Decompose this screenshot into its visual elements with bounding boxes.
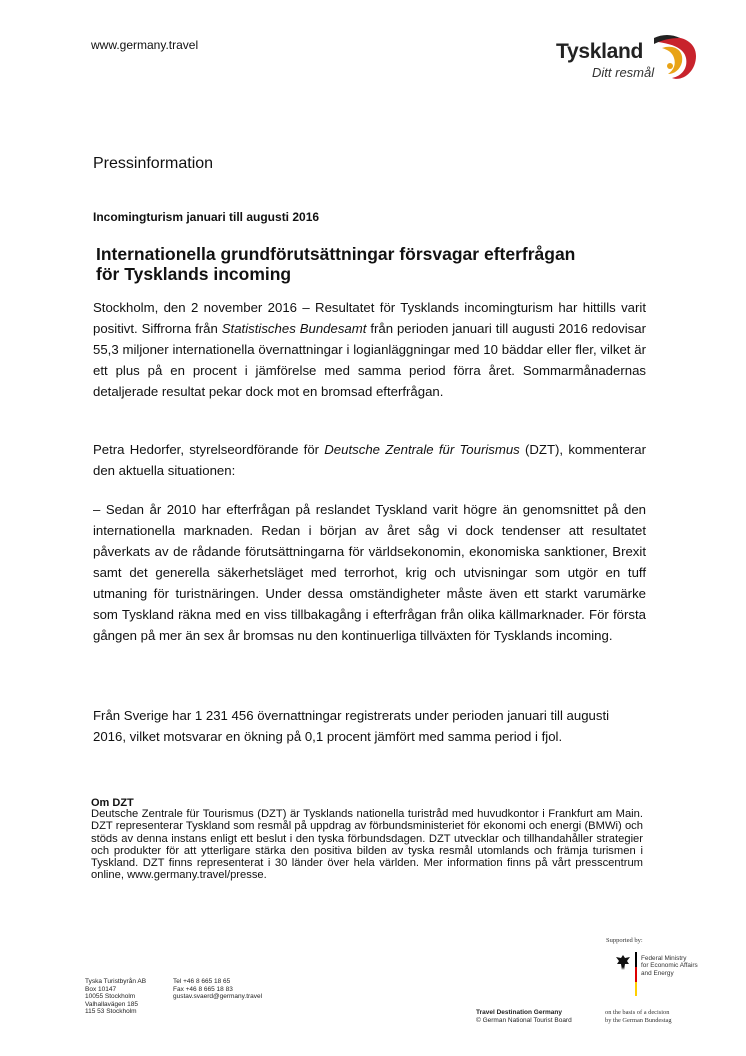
address-line: 115 53 Stockholm bbox=[85, 1008, 137, 1016]
ministry-line-3: and Energy bbox=[641, 969, 674, 977]
bundestag-line-1: on the basis of a decision bbox=[605, 1009, 670, 1016]
paragraph-2 bbox=[93, 439, 646, 481]
tyskland-logo bbox=[552, 30, 702, 90]
paragraph-1-emphasis: Statistisches Bundesamt bbox=[221, 321, 367, 336]
tdg-block bbox=[476, 1009, 572, 1024]
paragraph-3: – Sedan år 2010 har efterfrågan på reslandet Tyskland varit högre än genomsnittet på den internationella marknaden. Redan i början av året såg vi dock tendenser att resultatet påverkats av de rådande förutsättningarna för världsekonomin, ekonomiska sanktioner, Brexit samt det generella säkerhetsläget med terrorhot, krig och utvisningar som utgör en tuff utmaning för turistnäringen. Under dessa omständigheter måste även ett starkt varumärke som Tyskland räkna med en viss tillbakagång i efterfrågan från olika källmarknader. För första gången på mer än sex år bromsas nu den kontinuerliga tillväxten för Tysklands incoming. bbox=[93, 502, 646, 643]
logo-subtitle: Ditt resmål bbox=[592, 65, 655, 80]
paragraph-2-text-a: Petra Hedorfer, styrelseordförande för bbox=[93, 442, 325, 457]
website-url[interactable]: www.germany.travel bbox=[91, 38, 199, 52]
address-line: 10055 Stockholm bbox=[85, 993, 136, 1001]
address-line: Valhallavägen 185 bbox=[85, 1000, 139, 1008]
flag-stripe bbox=[635, 952, 637, 996]
headline-line-1: Internationella grundförutsättningar försvagar efterfrågan bbox=[96, 244, 576, 264]
paragraph-4 bbox=[93, 705, 646, 747]
paragraph-2-emphasis: Deutsche Zentrale für Tourismus bbox=[324, 442, 520, 457]
kicker: Incomingturism januari till augusti 2016 bbox=[93, 210, 320, 224]
paragraph-4-line-1: Från Sverige har 1 231 456 övernattningar registrerats under perioden januari till augusti bbox=[93, 708, 610, 723]
logo-swirl-icon bbox=[652, 32, 702, 88]
ministry-name bbox=[641, 955, 698, 977]
about-body: Deutsche Zentrale für Tourismus (DZT) är Tysklands nationella turistråd med huvudkontor i Frankfurt am Main. DZT representerar Tyskland som resmål på uppdrag av förbundsministeriet för ekonomi och energi (BMWi) och stöds av denna instans enligt ett beslut i den tyska förbundsdagen. DZT utvecklar och tillhandahåller strategier och produkter för att ytterligare stärka den positiva bilden av tyska resmål utomlands och främja turismen i Tyskland. DZT finns representerat i 30 länder över hela världen. Mer information finns på vårt presscentrum online, www.germany.travel/presse. bbox=[91, 808, 643, 882]
contact-phone: Tel +46 8 665 18 65 bbox=[173, 978, 231, 985]
supported-by-label: Supported by: bbox=[606, 937, 643, 944]
headline-line-2: för Tysklands incoming bbox=[96, 264, 292, 284]
paragraph-1-text-b: från perioden januari till augusti 2016 redovisar 55,3 miljoner internationella övernattningar i logianläggningar med 10 bäddar eller fler, vilket är ett plus på en procent i jämförelse med samma period förra året. Sommarmånadernas detaljerade resultat pekar dock mot en bromsad efterfrågan. bbox=[93, 321, 646, 399]
address-line: Box 10147 bbox=[85, 985, 117, 993]
ministry-logo bbox=[603, 952, 713, 998]
about-title: Om DZT bbox=[91, 797, 134, 809]
bundestag-line-2: by the German Bundestag bbox=[605, 1016, 672, 1024]
ministry-line-1: Federal Ministry bbox=[641, 955, 687, 962]
paragraph-1-text-a: Stockholm, den 2 november 2016 – Resultatet för Tysklands incomingturism har hittills varit positivt. Siffrorna från bbox=[93, 300, 646, 336]
paragraph-1 bbox=[93, 297, 646, 402]
footer-address bbox=[85, 978, 146, 1016]
page-title: Pressinformation bbox=[93, 155, 214, 172]
footer-contact bbox=[173, 978, 262, 1001]
contact-email[interactable]: gustav.svaerd@germany.travel bbox=[173, 993, 263, 1001]
headline bbox=[96, 244, 656, 284]
tdg-title: Travel Destination Germany bbox=[476, 1009, 562, 1016]
tdg-subtitle: © German National Tourist Board bbox=[476, 1016, 572, 1024]
paragraph-2-text-b: (DZT), kommenterar den aktuella situationen: bbox=[93, 442, 646, 478]
ministry-line-2: for Economic Affairs bbox=[641, 962, 698, 970]
logo-title: Tyskland bbox=[556, 40, 644, 63]
bundestag-note bbox=[605, 1009, 672, 1024]
address-line: Tyska Turistbyrån AB bbox=[85, 978, 147, 985]
federal-eagle-icon bbox=[615, 954, 631, 972]
paragraph-4-line-2: 2016, vilket motsvarar en ökning på 0,1 procent jämfört med samma period i fjol. bbox=[93, 729, 563, 744]
contact-fax: Fax +46 8 665 18 83 bbox=[173, 985, 233, 993]
